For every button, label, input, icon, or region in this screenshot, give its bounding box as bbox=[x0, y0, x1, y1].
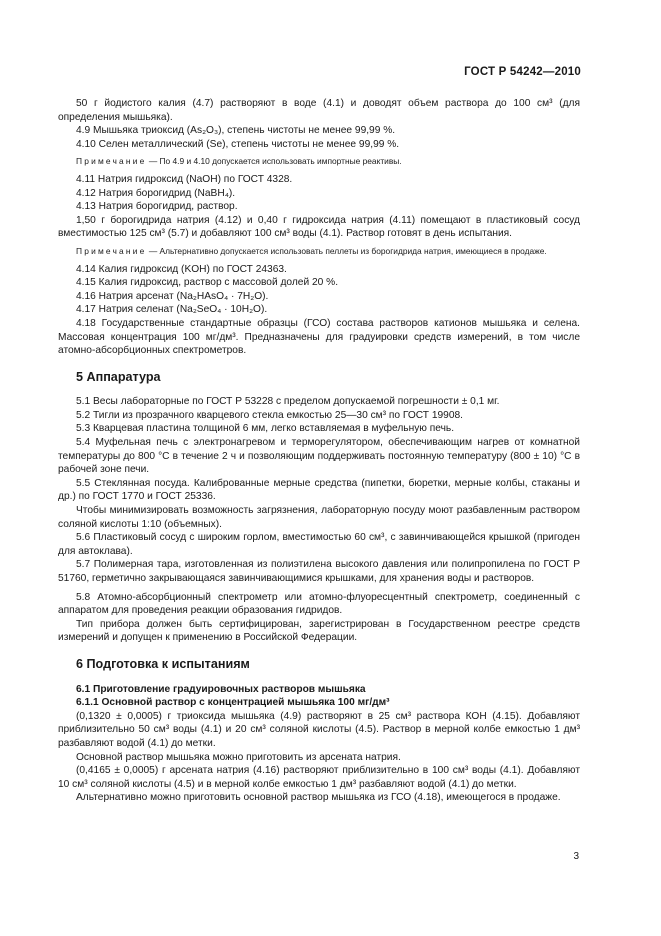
paragraph: 4.18 Государственные стандартные образцы (ГСО) состава растворов катионов мышьяка и селена. Массовая концентрация 100 мг/дм³. Предназначены для градуировки средств измерений, в том числе атомно-абсорбционных спектрометров. bbox=[58, 317, 580, 357]
paragraph: 5.2 Тигли из прозрачного кварцевого стекла емкостью 25—30 см³ по ГОСТ 19908. bbox=[76, 409, 464, 421]
paragraph: 4.11 Натрия гидроксид (NaOH) по ГОСТ 4328. bbox=[76, 173, 293, 185]
paragraph: Тип прибора должен быть сертифицирован, зарегистрирован в Государственном реестре средств измерений и допущен к применению в Российской Федерации. bbox=[58, 618, 580, 644]
paragraph: 4.9 Мышьяка триоксид (As₂O₃), степень чистоты не менее 99,99 %. bbox=[76, 125, 396, 137]
paragraph: 5.5 Стеклянная посуда. Калиброванные мерные средства (пипетки, бюретки, мерные колбы, стаканы и др.) по ГОСТ 1770 и ГОСТ 25336. bbox=[58, 477, 580, 503]
paragraph: 1,50 г борогидрида натрия (4.12) и 0,40 г гидроксида натрия (4.11) помещают в пластиковый сосуд вместимостью 125 см³ (5.7) и добавляют 100 см³ воды (4.1). Раствор готовят в день испытания. bbox=[58, 214, 580, 240]
note-paragraph bbox=[58, 156, 580, 168]
paragraph: 4.13 Натрия борогидрид, раствор. bbox=[76, 201, 238, 213]
subsection-heading: 6.1 Приготовление градуировочных растворов мышьяка bbox=[76, 683, 366, 695]
paragraph: 5.4 Муфельная печь с электронагревом и терморегулятором, обеспечивающим нагрев от комнатной температуры до 800 °С в течение 2 ч и позволяющим поддерживать постоянную температуру (800 ± 10) °С в рабочей зоне печи. bbox=[58, 437, 580, 476]
document-header: ГОСТ Р 54242—2010 bbox=[464, 66, 581, 78]
paragraph: 5.1 Весы лабораторные по ГОСТ Р 53228 с пределом допускаемой погрешности ± 0,1 мг. bbox=[76, 396, 500, 408]
note-text: — По 4.9 и 4.10 допускается использовать импортные реактивы. bbox=[148, 156, 402, 167]
document-body bbox=[58, 97, 580, 805]
section-heading: 6 Подготовка к испытаниям bbox=[76, 656, 250, 671]
note-paragraph bbox=[58, 246, 580, 258]
paragraph: 4.17 Натрия селенат (Na₂SeO₄ · 10H₂O). bbox=[76, 304, 268, 316]
paragraph: 5.3 Кварцевая пластина толщиной 6 мм, легко вставляемая в муфельную печь. bbox=[76, 423, 455, 435]
note-label: Примечание bbox=[76, 245, 147, 256]
paragraph: Чтобы минимизировать возможность загрязнения, лабораторную посуду моют разбавленным раствором соляной кислоты 1:10 (объемных). bbox=[58, 505, 580, 530]
page-number: 3 bbox=[573, 851, 579, 862]
paragraph: 50 г йодистого калия (4.7) растворяют в воде (4.1) и доводят объем раствора до 100 см³ (для определения мышьяка). bbox=[58, 98, 580, 123]
paragraph: (0,1320 ± 0,0005) г триоксида мышьяка (4.9) растворяют в 25 см³ раствора КОН (4.15). Добавляют приблизительно 50 см³ воды (4.1) и 20 см³ соляной кислоты (4.5). Раствор в мерной колбе емкостью 1 дм³ разбавляют водой (4.1) до метки. bbox=[58, 710, 580, 749]
note-label: Примечание bbox=[76, 156, 147, 167]
paragraph: 5.6 Пластиковый сосуд с широким горлом, вместимостью 60 см³, с завинчивающейся крышкой (пригоден для автоклава). bbox=[58, 532, 580, 557]
paragraph: Основной раствор мышьяка можно приготовить из арсената натрия. bbox=[76, 751, 401, 763]
paragraph: 4.14 Калия гидроксид (KOH) по ГОСТ 24363. bbox=[76, 263, 287, 275]
subsection-heading: 6.1.1 Основной раствор с концентрацией мышьяка 100 мг/дм³ bbox=[76, 697, 390, 709]
paragraph: 4.12 Натрия борогидрид (NaBH₄). bbox=[76, 187, 236, 199]
section-heading: 5 Аппаратура bbox=[76, 369, 161, 384]
paragraph: 4.16 Натрия арсенат (Na₂HAsO₄ · 7H₂O). bbox=[76, 290, 269, 302]
paragraph: 4.10 Селен металлический (Se), степень чистоты не менее 99,99 %. bbox=[76, 138, 400, 150]
paragraph: Альтернативно можно приготовить основной раствор мышьяка из ГСО (4.18), имеющегося в продаже. bbox=[76, 792, 561, 804]
note-text: — Альтернативно допускается использовать пеллеты из борогидрида натрия, имеющиеся в продаже. bbox=[148, 245, 547, 256]
paragraph: 5.8 Атомно-абсорбционный спектрометр или атомно-флуоресцентный спектрометр, соединенный с аппаратом для проведения реакции образования гидридов. bbox=[58, 591, 580, 617]
paragraph: 4.15 Калия гидроксид, раствор с массовой долей 20 %. bbox=[76, 277, 339, 289]
paragraph: (0,4165 ± 0,0005) г арсената натрия (4.16) растворяют приблизительно в 100 см³ воды (4.1). Добавляют 10 см³ соляной кислоты (4.5) и в мерной колбе емкостью 1 дм³ разбавляют водой (4.1) до метки. bbox=[58, 765, 580, 790]
paragraph: 5.7 Полимерная тара, изготовленная из полиэтилена высокого давления или полипропилена по ГОСТ Р 51760, герметично закрывающаяся завинчивающимися крышками, для хранения воды и растворов. bbox=[58, 559, 580, 584]
